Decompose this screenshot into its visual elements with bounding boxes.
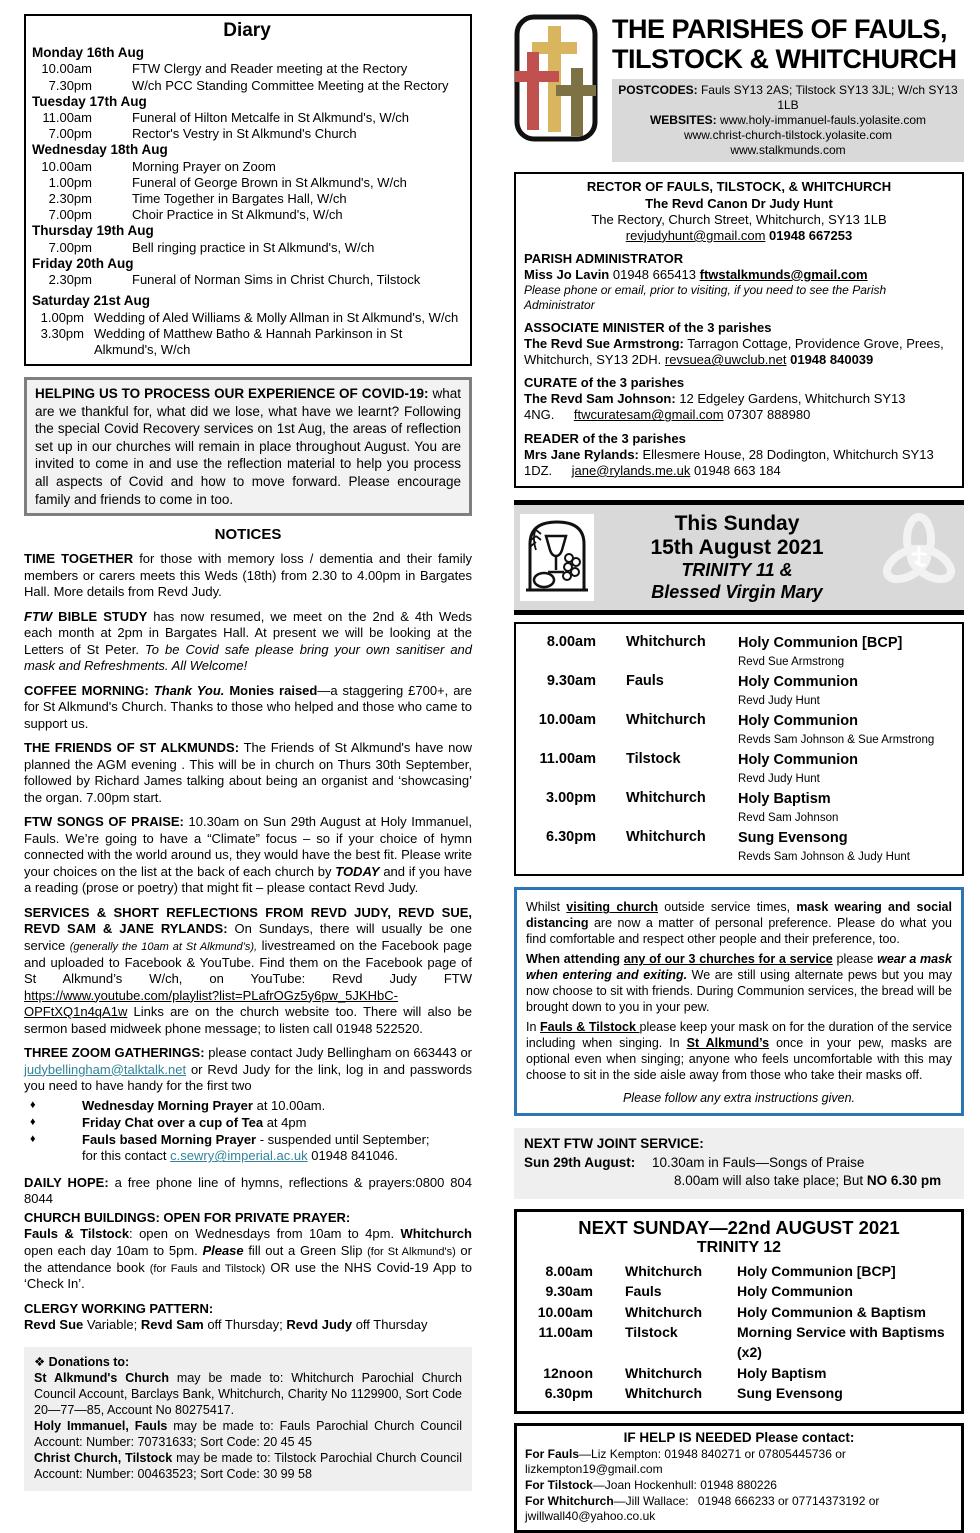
guidance-text: outside service times, <box>658 900 797 915</box>
reader-contact-line <box>524 447 954 479</box>
curate-email-link[interactable]: ftwcuratesam@gmail.com <box>573 407 724 423</box>
joint-service-line1 <box>524 1154 954 1172</box>
help-label: For Tilstock <box>525 1477 593 1492</box>
joint-service-no-evensong: NO 6.30 pm <box>866 1172 942 1188</box>
notice-clergy-pattern <box>24 1301 472 1334</box>
notice-body: fill out a Green Slip <box>243 1242 368 1258</box>
rector-email-link[interactable]: revjudyhunt@gmail.com <box>625 227 766 243</box>
service-church: Whitchurch <box>625 1263 702 1280</box>
help-contacts-box <box>514 1423 964 1533</box>
notice-body: a free phone line of hymns, reflections & prayers: <box>108 1174 416 1190</box>
guidance-emphasis: wear a mask when entering and exiting. <box>526 952 953 983</box>
service-row <box>524 829 954 865</box>
service-name: Holy Communion <box>738 713 859 730</box>
notice-paren: (generally the 10am at St Alkmund’s), <box>69 940 258 953</box>
notice-bold: Whitchurch <box>400 1226 472 1242</box>
service-time: 12noon <box>543 1364 593 1381</box>
guidance-emphasis: St Alkmund’s <box>686 1036 770 1051</box>
diary-entry-text: W/ch PCC Standing Committee Meeting at the Rectory <box>132 77 449 93</box>
joint-service-heading: NEXT FTW JOINT SERVICE: <box>524 1136 704 1152</box>
service-church: Whitchurch <box>626 829 706 846</box>
parish-title-line1: THE PARISHES OF FAULS, <box>612 14 948 44</box>
service-church: Fauls <box>625 1283 662 1300</box>
diamond-bullet-icon: ♦ <box>30 1133 36 1146</box>
diary-entry-time: 7.00pm <box>48 207 92 223</box>
notice-church-buildings <box>24 1210 472 1293</box>
service-leader: Revds Sam Johnson & Sue Armstrong <box>738 734 935 747</box>
help-detail: —Liz Kempton: 01948 840271 or 07805445736 or lizkempton19@gmail.com <box>525 1446 846 1477</box>
service-name: Sung Evensong <box>738 830 848 847</box>
diary-entry <box>32 326 462 358</box>
help-whitchurch-line <box>525 1494 953 1525</box>
curate-section <box>524 375 954 423</box>
diary-entry <box>32 175 462 191</box>
diary-entry-text: Choir Practice in St Alkmund's, W/ch <box>132 207 343 223</box>
this-sunday-line1: This Sunday <box>674 511 800 535</box>
notice-body: The Friends of St Alkmund's have now planned the AGM evening . This will be in church on Thurs 30th September, followed by Richard James talking about being an organist and ‘showcasing’ the organ. 7.00pm start. <box>24 740 472 805</box>
this-sunday-banner <box>514 500 964 615</box>
donation-church: Christ Church, Tilstock <box>34 1450 173 1465</box>
admin-phone: 01948 665413 <box>609 267 700 283</box>
diary-entry-time: 11.00am <box>42 110 92 126</box>
service-row <box>524 712 954 748</box>
service-name: Holy Communion [BCP] <box>738 635 903 652</box>
rector-phone: 01948 667253 <box>765 227 853 243</box>
rector-heading: RECTOR OF FAULS, TILSTOCK, & WHITCHURCH <box>586 179 892 195</box>
service-name: Holy Communion <box>738 674 859 691</box>
help-label: For Whitchurch <box>525 1493 614 1508</box>
associate-email-link[interactable]: revsuea@uwclub.net <box>664 352 787 368</box>
notice-body: open each day 10am to 5pm. <box>24 1242 203 1258</box>
next-sunday-title: NEXT SUNDAY—22nd AUGUST 2021 <box>578 1216 900 1238</box>
parish-header <box>514 14 964 162</box>
parish-title-line2: TILSTOCK & WHITCHURCH <box>612 44 957 75</box>
covid-box-body: what are we thankful for, what did we lose, what have we learnt? Following the special Covid Recovery services on 1st Aug, the areas of reflection set up in our churches will remain in place throughout August. You are invited to come in and use the reflection material to help you process all aspects of Covid and how to move forward. Please encourage family and friends to come in too. <box>35 386 461 507</box>
donation-item <box>34 1370 462 1418</box>
notice-bold: Revd Judy <box>286 1317 353 1333</box>
diary-entry-text: FTW Clergy and Reader meeting at the Rectory <box>132 61 408 77</box>
judybellingham-email-link[interactable]: judybellingham@talktalk.net <box>24 1061 187 1077</box>
donation-details: may be made to: Whitchurch Parochial Church Council Account, Barclays Bank, Whitchurch, Charity No 1129900, Sort Code 20—77—85, Account No 80275417. <box>34 1370 462 1417</box>
service-time: 9.30am <box>545 1283 593 1300</box>
diary-entry-time: 10.00am <box>41 158 92 174</box>
service-leader: Revd Judy Hunt <box>738 695 820 708</box>
guidance-text: are now a matter of personal preference. Please do what you find comfortable and respect other people and their preference, too. <box>526 916 952 947</box>
notice-lead: COFFEE MORNING: <box>24 682 154 698</box>
curate-heading: CURATE of the 3 parishes <box>524 375 685 391</box>
daily-hope-number: 0800 804 8044 <box>24 1174 472 1207</box>
this-sunday-date: 15th August 2021 <box>650 536 824 559</box>
service-leader: Revd Judy Hunt <box>738 773 820 786</box>
notice-thanks: Thank You. <box>153 682 230 698</box>
guidance-text: Whilst <box>526 900 567 915</box>
service-row <box>524 634 954 670</box>
guidance-emphasis: mask wearing and social distancing <box>526 900 952 931</box>
bullet-rest: - suspended until September; <box>256 1132 430 1148</box>
guidance-text: please <box>832 952 878 967</box>
notice-body: Variable; <box>83 1317 141 1333</box>
this-sunday-text <box>594 512 880 603</box>
notice-coffee-morning <box>24 683 472 733</box>
notice-lead: TIME TOGETHER <box>24 551 134 567</box>
joint-service-date: Sun 29th August: <box>524 1154 636 1170</box>
diary-entry-time: 3.30pm <box>40 326 84 342</box>
next-sunday-row <box>525 1261 953 1281</box>
diary-section <box>24 14 472 366</box>
notice-lead: FTW SONGS OF PRAISE: <box>24 814 184 830</box>
donation-item <box>34 1450 462 1482</box>
service-time: 10.00am <box>538 712 596 729</box>
diary-day-label: Wednesday 18th Aug <box>32 142 168 158</box>
zoom-bullet-1 <box>24 1098 472 1114</box>
notice-body: or Revd Judy for the link, log in and passwords you need to have handy for the first two <box>24 1061 472 1094</box>
postcodes-websites-panel <box>612 79 964 162</box>
service-leader: Revd Sue Armstrong <box>738 656 845 669</box>
notice-zoom-gatherings <box>24 1045 472 1095</box>
service-time: 10.00am <box>537 1303 593 1320</box>
bullet-bold: Fauls based Morning Prayer <box>82 1132 257 1148</box>
diary-entry-text: Rector's Vestry in St Alkmund's Church <box>132 126 357 142</box>
guidance-emphasis: Fauls & Tilstock <box>540 1020 640 1035</box>
curate-name: The Revd Sam Johnson: <box>524 391 676 407</box>
next-sunday-table <box>514 1209 964 1414</box>
bullet-rest: 01948 841046. <box>307 1148 398 1164</box>
service-church: Whitchurch <box>625 1303 702 1320</box>
joint-service-line2 <box>674 1172 954 1190</box>
service-church: Whitchurch <box>626 712 706 729</box>
associate-heading: ASSOCIATE MINISTER of the 3 parishes <box>524 319 772 335</box>
diary-entry-time: 2.30pm <box>48 191 92 207</box>
left-column <box>24 14 472 1533</box>
diary-day-label: Monday 16th Aug <box>32 45 145 60</box>
next-sunday-row <box>525 1363 953 1383</box>
bullet-rest: for this contact <box>82 1148 171 1164</box>
diary-day-label: Tuesday 17th Aug <box>32 93 147 109</box>
service-name: Holy Communion [BCP] <box>737 1263 896 1280</box>
help-label: For Fauls <box>525 1446 580 1461</box>
notice-lead: THREE ZOOM GATHERINGS: <box>24 1045 205 1061</box>
service-church: Whitchurch <box>626 790 706 807</box>
website-stalkmunds-link[interactable]: www.stalkmunds.com <box>730 143 846 158</box>
service-time: 11.00am <box>539 751 596 768</box>
diary-entry <box>32 78 462 94</box>
joint-service-detail: 8.00am will also take place; But <box>674 1172 867 1188</box>
notice-body: has now resumed, we meet on the 2nd & 4th Weds each month at 2pm in Bargates Hall. At present we will be looking at the Letters of St Peter. <box>24 608 472 657</box>
notice-body: off Thursday <box>352 1317 428 1333</box>
diary-entry-text: Wedding of Matthew Batho & Hannah Parkinson in St Alkmund's, W/ch <box>94 326 403 358</box>
notice-monies: Monies raised <box>229 682 318 698</box>
service-church: Tilstock <box>626 751 681 768</box>
service-time: 8.00am <box>545 1263 593 1280</box>
notice-bold: Revd Sam <box>140 1317 204 1333</box>
notice-lead: CHURCH BUILDINGS: OPEN FOR PRIVATE PRAYER: <box>24 1209 351 1225</box>
covid-box-heading: HELPING US TO PROCESS OUR EXPERIENCE OF COVID-19: <box>35 386 429 402</box>
associate-address: Tarragon Cottage, Providence Grove, Prees, Whitchurch, SY13 2DH. <box>524 335 944 368</box>
donation-church: St Alkmund's Church <box>34 1370 170 1385</box>
trinity-knot-icon <box>880 512 958 603</box>
service-name: Sung Evensong <box>737 1384 843 1401</box>
notices-heading: NOTICES <box>214 526 282 544</box>
contacts-section <box>514 172 964 487</box>
notice-paren: (for Fauls and Tilstock) <box>149 1262 266 1275</box>
notice-bold: Revd Sue <box>24 1317 84 1333</box>
notice-lead: DAILY HOPE: <box>24 1174 109 1190</box>
websites-line <box>616 113 960 128</box>
service-row <box>524 790 954 826</box>
covid-reflection-box <box>24 377 472 516</box>
guidance-paragraph-3 <box>526 1019 952 1083</box>
guidance-emphasis: any of our 3 churches for a service <box>623 952 833 967</box>
diary-entry-time: 2.30pm <box>48 272 92 288</box>
service-name: Holy Communion & Baptism <box>737 1303 927 1320</box>
this-sunday-bvm: Blessed Virgin Mary <box>651 581 823 602</box>
diary-entry-text: Morning Prayer on Zoom <box>132 158 276 174</box>
donation-item <box>34 1418 462 1450</box>
notice-body: 10.30am on Sun 29th August at Holy Immanuel, Fauls. We’re going to have a “Climate” focus – so if your choice of hymn connected with the world around us, they would have the best fit. Please write your choices on the list at the back of each church by <box>24 814 472 879</box>
service-name: Morning Service with Baptisms (x2) <box>737 1324 945 1361</box>
next-sunday-row <box>525 1302 953 1322</box>
donations-heading: ❖ Donations to: <box>34 1354 130 1369</box>
diary-entry-time: 7.00pm <box>48 126 92 142</box>
help-heading: IF HELP IS NEEDED Please contact: <box>623 1430 855 1446</box>
zoom-bullet-2 <box>24 1115 472 1131</box>
notice-body: Links are on the church website too. There will also be sermon based midweek phone message; to listen call 01948 522520. <box>24 1004 472 1036</box>
reader-heading: READER of the 3 parishes <box>524 430 686 446</box>
diary-entry <box>32 191 462 207</box>
service-time: 9.30am <box>546 673 596 690</box>
guidance-text: In <box>526 1020 541 1035</box>
curate-contact-line <box>524 391 954 423</box>
admin-email-link[interactable]: ftwstalkmunds@gmail.com <box>699 267 868 283</box>
diary-day-label: Friday 20th Aug <box>32 255 134 271</box>
associate-minister-section <box>524 320 954 368</box>
service-name: Holy Baptism <box>737 1364 827 1381</box>
help-detail: —Joan Hockenhull: 01948 880226 <box>592 1477 777 1492</box>
guidance-paragraph-2 <box>526 951 952 1015</box>
curate-phone: 07307 888980 <box>723 407 811 423</box>
diary-entry-time: 1.00pm <box>40 309 84 325</box>
donation-details: may be made to: Tilstock Parochial Church Council Account: Number: 00463523; Sort Code: 30 99 58 <box>34 1450 462 1481</box>
next-sunday-row <box>525 1322 953 1363</box>
notice-bold: Fauls & Tilstock <box>24 1226 130 1242</box>
notice-italic: To be Covid safe please bring your own sanitiser and mask and Refreshments. All Welcome! <box>24 641 473 674</box>
website-tilstock-link[interactable]: www.christ-church-tilstock.yolasite.com <box>683 128 893 143</box>
donation-church: Holy Immanuel, Fauls <box>34 1418 168 1433</box>
service-name: Holy Communion <box>737 1283 853 1300</box>
diary-entry-time: 7.00pm <box>48 239 92 255</box>
notice-friends <box>24 740 472 806</box>
notice-daily-hope <box>24 1175 472 1208</box>
next-sunday-subtitle: TRINITY 12 <box>696 1239 782 1257</box>
notice-lead: BIBLE STUDY <box>52 608 148 624</box>
notice-lead: THE FRIENDS OF ST ALKMUNDS: <box>24 740 240 756</box>
notice-bible-study <box>24 609 472 675</box>
reader-email-link[interactable]: jane@rylands.me.uk <box>571 462 691 478</box>
reader-section <box>524 431 954 479</box>
admin-name: Miss Jo Lavin <box>524 267 610 283</box>
covid-guidance-box <box>514 887 964 1116</box>
communion-icon <box>520 514 594 601</box>
service-time: 3.00pm <box>546 790 596 807</box>
service-time: 6.30pm <box>544 1384 593 1401</box>
diamond-bullet-icon: ♦ <box>30 1098 36 1111</box>
three-crosses-logo-icon <box>514 14 598 147</box>
service-row <box>524 673 954 709</box>
notice-today: TODAY <box>335 863 380 879</box>
youtube-playlist-link[interactable]: https://www.youtube.com/playlist?list=PLafrOGz5y6pw_5JKHbC-OPFtXQ1n4qA1w <box>24 987 398 1020</box>
notice-paren: (for St Alkmund's) <box>367 1245 456 1258</box>
diary-day-label: Thursday 19th Aug <box>32 223 154 239</box>
service-time: 11.00am <box>538 1324 593 1341</box>
csewry-email-link[interactable]: c.sewry@imperial.ac.uk <box>170 1148 308 1164</box>
admin-section <box>524 251 954 313</box>
guidance-emphasis: visiting church <box>566 900 658 915</box>
notice-reflections <box>24 905 472 1037</box>
associate-name: The Revd Sue Armstrong: <box>524 335 684 351</box>
help-tilstock-line <box>525 1478 953 1494</box>
notice-body: : open on Wednesdays from 10am to 4pm. <box>129 1226 401 1242</box>
admin-contact-line <box>524 267 954 283</box>
diary-entry <box>32 207 462 223</box>
bullet-bold: Wednesday Morning Prayer <box>82 1097 253 1113</box>
next-joint-service-panel <box>514 1128 964 1199</box>
rector-name: The Revd Canon Dr Judy Hunt <box>645 195 833 211</box>
service-name: Holy Communion <box>738 752 859 769</box>
diary-day-label: Saturday 21st Aug <box>32 293 151 309</box>
service-church: Whitchurch <box>625 1384 702 1401</box>
service-church: Tilstock <box>625 1324 678 1341</box>
guidance-text: We are still using alternate pews but you may now choose to sit with friends. During Communion services, the bread will be brought down to you in your pew. <box>526 968 953 1015</box>
reader-name: Mrs Jane Rylands: <box>524 446 639 462</box>
help-detail: —Jill Wallace: 01948 666233 or 07714373192 or jwillwall40@yahoo.co.uk <box>525 1493 880 1524</box>
bullet-rest: at 10.00am. <box>252 1097 326 1113</box>
websites-label: WEBSITES: <box>649 113 717 128</box>
diary-entry-text: Wedding of Aled Williams & Molly Allman in St Alkmund's, W/ch <box>94 309 459 325</box>
reader-address: Ellesmere House, 28 Dodington, Whitchurch SY13 1DZ. <box>524 446 934 478</box>
zoom-bullet-3 <box>24 1132 472 1165</box>
notice-body: off Thursday; <box>203 1317 287 1333</box>
guidance-text: once in your pew, masks are optional even when singing; anyone who feels uncomfortable with this may choose to sit in the side aisle away from those who take their masks off. <box>526 1036 952 1083</box>
notice-body: and if you have a reading (prose or poetry) that might fit – please contact Revd Judy. <box>24 863 472 896</box>
postcodes-line <box>616 83 960 113</box>
bullet-bold: Friday Chat over a cup of Tea <box>82 1114 264 1130</box>
service-church: Whitchurch <box>625 1364 702 1381</box>
diary-entry <box>32 272 462 288</box>
notice-body: or the attendance book <box>24 1242 472 1275</box>
diary-entry-text: Bell ringing practice in St Alkmund's, W/ch <box>132 239 375 255</box>
diary-entry-text: Funeral of George Brown in St Alkmund's, W/ch <box>132 174 407 190</box>
diary-entry-text: Funeral of Norman Sims in Christ Church, Tilstock <box>132 272 421 288</box>
curate-address: 12 Edgeley Gardens, Whitchurch SY13 4NG. <box>524 391 906 423</box>
rector-contact-line <box>524 228 954 244</box>
notice-body: please contact Judy Bellingham on 663443 or <box>204 1045 473 1061</box>
admin-note: Please phone or email, prior to visiting, if you need to see the Parish Administrator <box>524 283 887 312</box>
website-fauls-link[interactable]: www.holy-immanuel-fauls.yolasite.com <box>716 113 927 128</box>
notice-songs-of-praise <box>24 814 472 897</box>
parish-title <box>612 14 964 74</box>
diary-entry <box>32 240 462 256</box>
reader-phone: 01948 663 184 <box>690 462 781 478</box>
help-fauls-line <box>525 1447 953 1478</box>
notice-time-together <box>24 551 472 601</box>
joint-service-detail: 10.30am in Fauls—Songs of Praise <box>652 1154 865 1170</box>
diamond-bullet-icon: ♦ <box>30 1115 36 1128</box>
diary-entry-time: 7.30pm <box>48 77 92 93</box>
bullet-rest: at 4pm <box>263 1114 307 1130</box>
diary-entry-text: Funeral of Hilton Metcalfe in St Alkmund's, W/ch <box>132 110 410 126</box>
notice-lead: SERVICES & SHORT REFLECTIONS FROM REVD JUDY, REVD SUE, REVD SAM & JANE RYLANDS: <box>24 904 472 937</box>
notice-body: OR use the NHS Covid-19 App to ‘Check In’. <box>24 1259 472 1292</box>
service-row <box>524 751 954 787</box>
postcodes-value: Fauls SY13 2AS; Tilstock SY13 3JL; W/ch SY13 1LB <box>697 83 958 113</box>
service-time: 8.00am <box>546 634 596 651</box>
notice-body: —a staggering £700+, are for St Alkmund's Church. Thanks to those who helped and those who came to support us. <box>24 682 472 731</box>
service-time: 6.30pm <box>546 829 596 846</box>
diary-entry <box>32 310 462 326</box>
diary-entry <box>32 159 462 175</box>
notice-body: On Sundays, there will usually be one service <box>24 921 472 953</box>
diary-entry <box>32 126 462 142</box>
notice-lead: CLERGY WORKING PATTERN: <box>24 1300 214 1316</box>
service-leader: Revd Sam Johnson <box>738 812 839 825</box>
diary-title: Diary <box>223 20 271 41</box>
guidance-paragraph-1 <box>526 899 952 947</box>
diary-entry-text: Time Together in Bargates Hall, W/ch <box>132 191 347 207</box>
diary-entry-time: 10.00am <box>41 61 92 77</box>
diary-entry-time: 1.00pm <box>48 174 92 190</box>
rector-address: The Rectory, Church Street, Whitchurch, SY13 1LB <box>591 211 887 227</box>
this-sunday-trinity: TRINITY 11 & <box>681 560 793 581</box>
guidance-footer: Please follow any extra instructions given. <box>622 1091 856 1106</box>
donation-details: may be made to: Fauls Parochial Church Council Account: Number: 70731633; Sort Code: 20 45 45 <box>34 1418 462 1449</box>
donations-section <box>24 1347 472 1491</box>
notice-body: livestreamed on the Facebook page and uploaded to Facebook & YouTube. Find them on the Facebook page of St Alkmund’s W/ch, on YouTube: Revd Judy FTW <box>24 937 473 987</box>
guidance-text: please keep your mask on for the duration of the service including when singing. In <box>526 1020 952 1051</box>
next-sunday-row <box>525 1281 953 1301</box>
diary-entry <box>32 110 462 126</box>
diary-entry <box>32 61 462 77</box>
service-church: Whitchurch <box>626 634 706 651</box>
postcodes-label: POSTCODES: <box>618 83 698 98</box>
notice-bold: Please <box>202 1242 244 1258</box>
service-name: Holy Baptism <box>738 791 831 808</box>
notice-lead: FTW <box>24 608 53 624</box>
sunday-services-table <box>514 622 964 876</box>
associate-phone: 01948 840039 <box>786 352 874 368</box>
right-column <box>514 14 964 1533</box>
service-church: Fauls <box>626 673 664 690</box>
service-leader: Revds Sam Johnson & Judy Hunt <box>738 851 910 864</box>
associate-contact-line <box>524 336 954 368</box>
notice-body: for those with memory loss / dementia and their family members or carers meets this Weds (18th) from 2.30 to 4.00pm in Bargates Hall. More details from Revd Judy. <box>24 551 473 600</box>
guidance-emphasis: When attending <box>526 952 624 967</box>
admin-heading: PARISH ADMINISTRATOR <box>524 250 684 266</box>
